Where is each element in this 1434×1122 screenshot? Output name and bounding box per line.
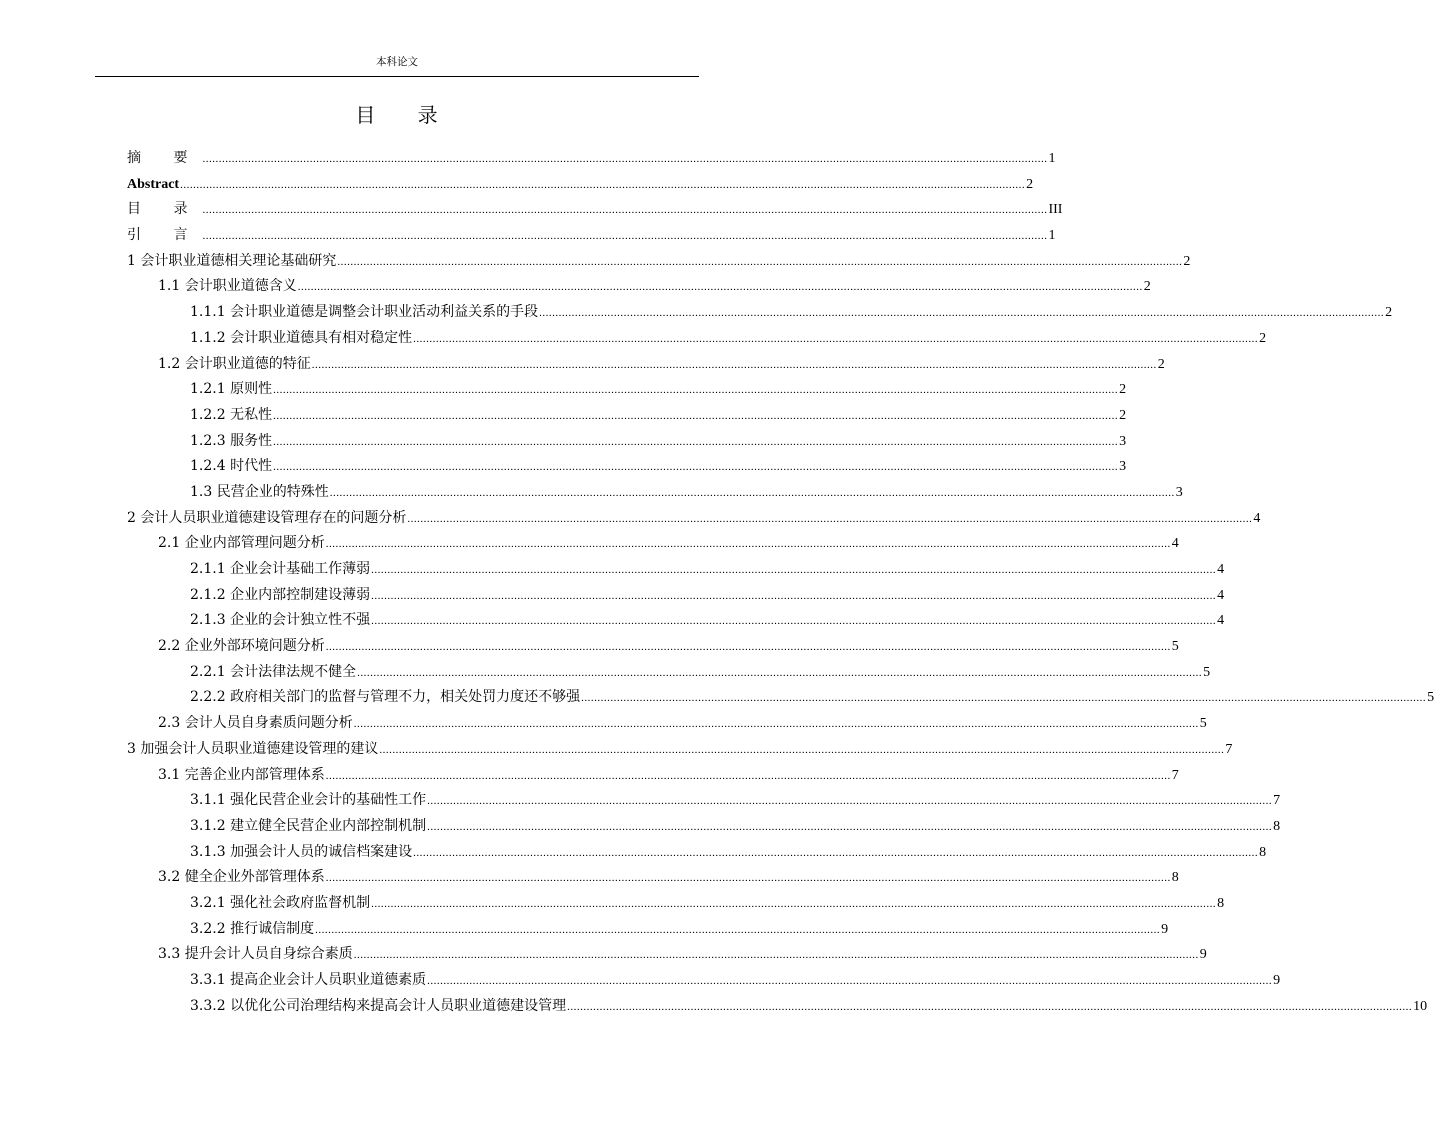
toc-dot-leader: ....................................................................................................................................................................................................................................................................: [202, 153, 1048, 165]
toc-entry-label: 2.1.3 企业的会计独立性不强: [190, 612, 371, 629]
header-divider: [95, 76, 699, 77]
toc-entry-label: 2.1.2 企业内部控制建设薄弱: [190, 586, 371, 603]
toc-entry[interactable]: [127, 454, 1127, 480]
toc-entry-page-number: 7: [1273, 793, 1281, 809]
toc-entry[interactable]: [127, 917, 1169, 943]
toc-entry[interactable]: [127, 146, 1056, 172]
toc-dot-leader: ....................................................................................................................................................................................................................................................................: [371, 564, 1217, 576]
toc-entry-label: 2 会计人员职业道德建设管理存在的问题分析: [127, 509, 407, 526]
toc-entry-page-number: 2: [1385, 305, 1393, 321]
toc-dot-leader: ....................................................................................................................................................................................................................................................................: [407, 512, 1253, 525]
toc-entry-page-number: 2: [1119, 382, 1127, 398]
toc-dot-leader: ....................................................................................................................................................................................................................................................................: [202, 204, 1048, 217]
toc-entry-label: Abstract: [127, 176, 180, 192]
toc-entry[interactable]: [127, 249, 1191, 275]
toc-dot-leader: ....................................................................................................................................................................................................................................................................: [325, 641, 1171, 654]
toc-dot-leader: ....................................................................................................................................................................................................................................................................: [325, 538, 1171, 551]
toc-dot-leader: ....................................................................................................................................................................................................................................................................: [337, 255, 1183, 268]
toc-entry-label: 2.1.1 企业会计基础工作薄弱: [190, 561, 371, 577]
toc-dot-leader: ....................................................................................................................................................................................................................................................................: [371, 615, 1217, 628]
toc-dot-leader: ....................................................................................................................................................................................................................................................................: [427, 820, 1273, 833]
toc-entry[interactable]: [127, 788, 1281, 814]
toc-entry-page-number: III: [1048, 202, 1063, 218]
toc-entry[interactable]: [127, 352, 1165, 378]
toc-dot-leader: ....................................................................................................................................................................................................................................................................: [413, 846, 1259, 859]
toc-entry-page-number: 2: [1259, 330, 1267, 346]
toc-entry-page-number: 2: [1119, 407, 1127, 423]
toc-entry-label: 3.1 完善企业内部管理体系: [158, 766, 325, 783]
toc-entry-label: 引 言: [127, 227, 202, 244]
toc-dot-leader: ....................................................................................................................................................................................................................................................................: [180, 178, 1026, 191]
toc-entry[interactable]: [127, 557, 1225, 583]
toc-entry[interactable]: [127, 942, 1207, 968]
toc-entry-page-number: 7: [1171, 767, 1179, 783]
toc-entry[interactable]: [127, 429, 1127, 455]
toc-entry-page-number: 3: [1119, 459, 1127, 475]
toc-entry[interactable]: [127, 583, 1225, 609]
toc-entry[interactable]: [127, 274, 1151, 300]
toc-entry[interactable]: [127, 506, 1261, 532]
toc-dot-leader: ....................................................................................................................................................................................................................................................................: [273, 435, 1119, 448]
toc-entry-label: 1.3 民营企业的特殊性: [190, 483, 329, 500]
toc-entry-page-number: 9: [1199, 947, 1207, 963]
toc-entry-page-number: 8: [1171, 870, 1179, 886]
toc-entry-page-number: 3: [1119, 433, 1127, 449]
toc-entry[interactable]: [127, 685, 1434, 711]
toc-entry[interactable]: [127, 840, 1267, 866]
toc-entry-label: 1.1.2 会计职业道德具有相对稳定性: [190, 329, 413, 346]
toc-entry-label: 1.2.3 服务性: [190, 432, 273, 449]
toc-entry[interactable]: [127, 968, 1281, 994]
toc-entry[interactable]: [127, 711, 1207, 737]
toc-dot-leader: ....................................................................................................................................................................................................................................................................: [202, 230, 1048, 243]
toc-dot-leader: ....................................................................................................................................................................................................................................................................: [539, 307, 1385, 320]
toc-dot-leader: ....................................................................................................................................................................................................................................................................: [273, 409, 1119, 422]
toc-dot-leader: ....................................................................................................................................................................................................................................................................: [413, 332, 1259, 345]
toc-entry-page-number: 4: [1217, 613, 1225, 629]
table-of-contents: [127, 146, 1434, 1019]
toc-entry[interactable]: [127, 660, 1211, 686]
toc-entry-page-number: 5: [1199, 716, 1207, 732]
toc-entry-label: 1.2 会计职业道德的特征: [158, 355, 311, 372]
toc-entry[interactable]: [127, 865, 1179, 891]
toc-entry-label: 3.1.3 加强会计人员的诚信档案建设: [190, 843, 413, 860]
toc-entry[interactable]: [127, 403, 1127, 429]
toc-entry-page-number: 9: [1161, 921, 1169, 937]
toc-entry[interactable]: [127, 814, 1281, 840]
toc-dot-leader: ....................................................................................................................................................................................................................................................................: [379, 743, 1225, 756]
toc-entry-label: 3.2.2 推行诚信制度: [190, 920, 315, 937]
toc-dot-leader: ....................................................................................................................................................................................................................................................................: [273, 384, 1119, 397]
toc-dot-leader: ....................................................................................................................................................................................................................................................................: [427, 795, 1273, 808]
toc-entry[interactable]: [127, 608, 1225, 634]
toc-entry-page-number: 4: [1171, 536, 1179, 552]
toc-entry[interactable]: [127, 172, 1034, 198]
toc-entry-page-number: 2: [1183, 253, 1191, 269]
toc-entry-page-number: 4: [1253, 510, 1261, 526]
toc-entry[interactable]: [127, 377, 1127, 403]
toc-dot-leader: ....................................................................................................................................................................................................................................................................: [297, 281, 1143, 294]
toc-dot-leader: ....................................................................................................................................................................................................................................................................: [311, 358, 1157, 371]
toc-entry-label: 摘 要: [127, 150, 202, 166]
toc-entry-label: 3.3 提升会计人员自身综合素质: [158, 946, 353, 963]
toc-dot-leader: ....................................................................................................................................................................................................................................................................: [581, 692, 1427, 705]
toc-entry-label: 2.2.2 政府相关部门的监督与管理不力，相关处罚力度还不够强: [190, 689, 581, 706]
toc-entry-page-number: 5: [1171, 639, 1179, 655]
toc-entry[interactable]: [127, 994, 1428, 1020]
toc-entry-label: 1.2.1 原则性: [190, 381, 273, 398]
toc-entry-label: 3.2.1 强化社会政府监督机制: [190, 894, 371, 911]
toc-entry[interactable]: [127, 531, 1179, 557]
toc-entry[interactable]: [127, 480, 1183, 506]
toc-entry-label: 3.1.1 强化民营企业会计的基础性工作: [190, 792, 427, 809]
toc-entry-page-number: 2: [1157, 356, 1165, 372]
toc-entry-page-number: 9: [1273, 973, 1281, 988]
toc-entry[interactable]: [127, 737, 1233, 763]
toc-entry-page-number: 8: [1259, 844, 1267, 860]
toc-title: 目 录: [355, 103, 456, 127]
toc-entry-label: 3.2 健全企业外部管理体系: [158, 869, 325, 886]
toc-entry-page-number: 8: [1273, 818, 1281, 834]
toc-dot-leader: ....................................................................................................................................................................................................................................................................: [273, 461, 1119, 474]
toc-dot-leader: ....................................................................................................................................................................................................................................................................: [329, 486, 1175, 499]
toc-entry-page-number: 4: [1217, 587, 1225, 603]
toc-entry-page-number: 1: [1048, 151, 1056, 166]
toc-entry-page-number: 7: [1225, 741, 1233, 757]
toc-entry-label: 3.3.1 提高企业会计人员职业道德素质: [190, 972, 427, 988]
toc-entry-label: 1.1 会计职业道德含义: [158, 278, 297, 295]
toc-entry-page-number: 5: [1427, 690, 1434, 706]
toc-entry-label: 1.2.2 无私性: [190, 406, 273, 423]
toc-entry-page-number: 5: [1203, 664, 1211, 680]
toc-entry[interactable]: [127, 300, 1393, 326]
toc-entry-label: 1.1.1 会计职业道德是调整会计职业活动利益关系的手段: [190, 304, 539, 321]
toc-entry-page-number: 10: [1413, 998, 1428, 1014]
toc-entry[interactable]: [127, 326, 1267, 352]
toc-entry-label: 3 加强会计人员职业道德建设管理的建议: [127, 740, 379, 757]
toc-entry[interactable]: [127, 763, 1179, 789]
toc-entry-label: 目 录: [127, 201, 202, 218]
toc-entry-page-number: 4: [1217, 562, 1225, 577]
toc-dot-leader: ....................................................................................................................................................................................................................................................................: [567, 1000, 1413, 1013]
toc-entry-label: 2.3 会计人员自身素质问题分析: [158, 715, 353, 732]
toc-entry-label: 2.1 企业内部管理问题分析: [158, 535, 325, 552]
toc-entry-label: 2.2 企业外部环境问题分析: [158, 638, 325, 655]
toc-dot-leader: ....................................................................................................................................................................................................................................................................: [427, 975, 1273, 987]
toc-entry[interactable]: [127, 223, 1056, 249]
toc-dot-leader: ....................................................................................................................................................................................................................................................................: [315, 923, 1161, 936]
toc-dot-leader: ....................................................................................................................................................................................................................................................................: [325, 769, 1171, 782]
toc-entry-page-number: 2: [1026, 176, 1034, 192]
toc-entry-label: 1.2.4 时代性: [190, 458, 273, 475]
toc-entry-page-number: 1: [1048, 228, 1056, 244]
toc-entry-page-number: 8: [1217, 895, 1225, 911]
toc-dot-leader: ....................................................................................................................................................................................................................................................................: [371, 589, 1217, 602]
toc-dot-leader: ....................................................................................................................................................................................................................................................................: [353, 718, 1199, 731]
toc-entry-label: 2.2.1 会计法律法规不健全: [190, 663, 357, 680]
toc-entry[interactable]: [127, 891, 1225, 917]
toc-entry-label: 1 会计职业道德相关理论基础研究: [127, 252, 337, 269]
toc-entry-label: 3.3.2 以优化公司治理结构来提高会计人员职业道德建设管理: [190, 997, 567, 1014]
toc-dot-leader: ....................................................................................................................................................................................................................................................................: [353, 949, 1199, 962]
toc-dot-leader: ....................................................................................................................................................................................................................................................................: [371, 897, 1217, 910]
toc-entry-page-number: 2: [1143, 279, 1151, 295]
page-header: 本科论文: [376, 56, 418, 68]
toc-dot-leader: ....................................................................................................................................................................................................................................................................: [357, 666, 1203, 679]
toc-entry[interactable]: [127, 197, 1063, 223]
toc-entry[interactable]: [127, 634, 1179, 660]
toc-entry-label: 3.1.2 建立健全民营企业内部控制机制: [190, 817, 427, 834]
toc-dot-leader: ....................................................................................................................................................................................................................................................................: [325, 872, 1171, 885]
toc-entry-page-number: 3: [1175, 484, 1183, 500]
